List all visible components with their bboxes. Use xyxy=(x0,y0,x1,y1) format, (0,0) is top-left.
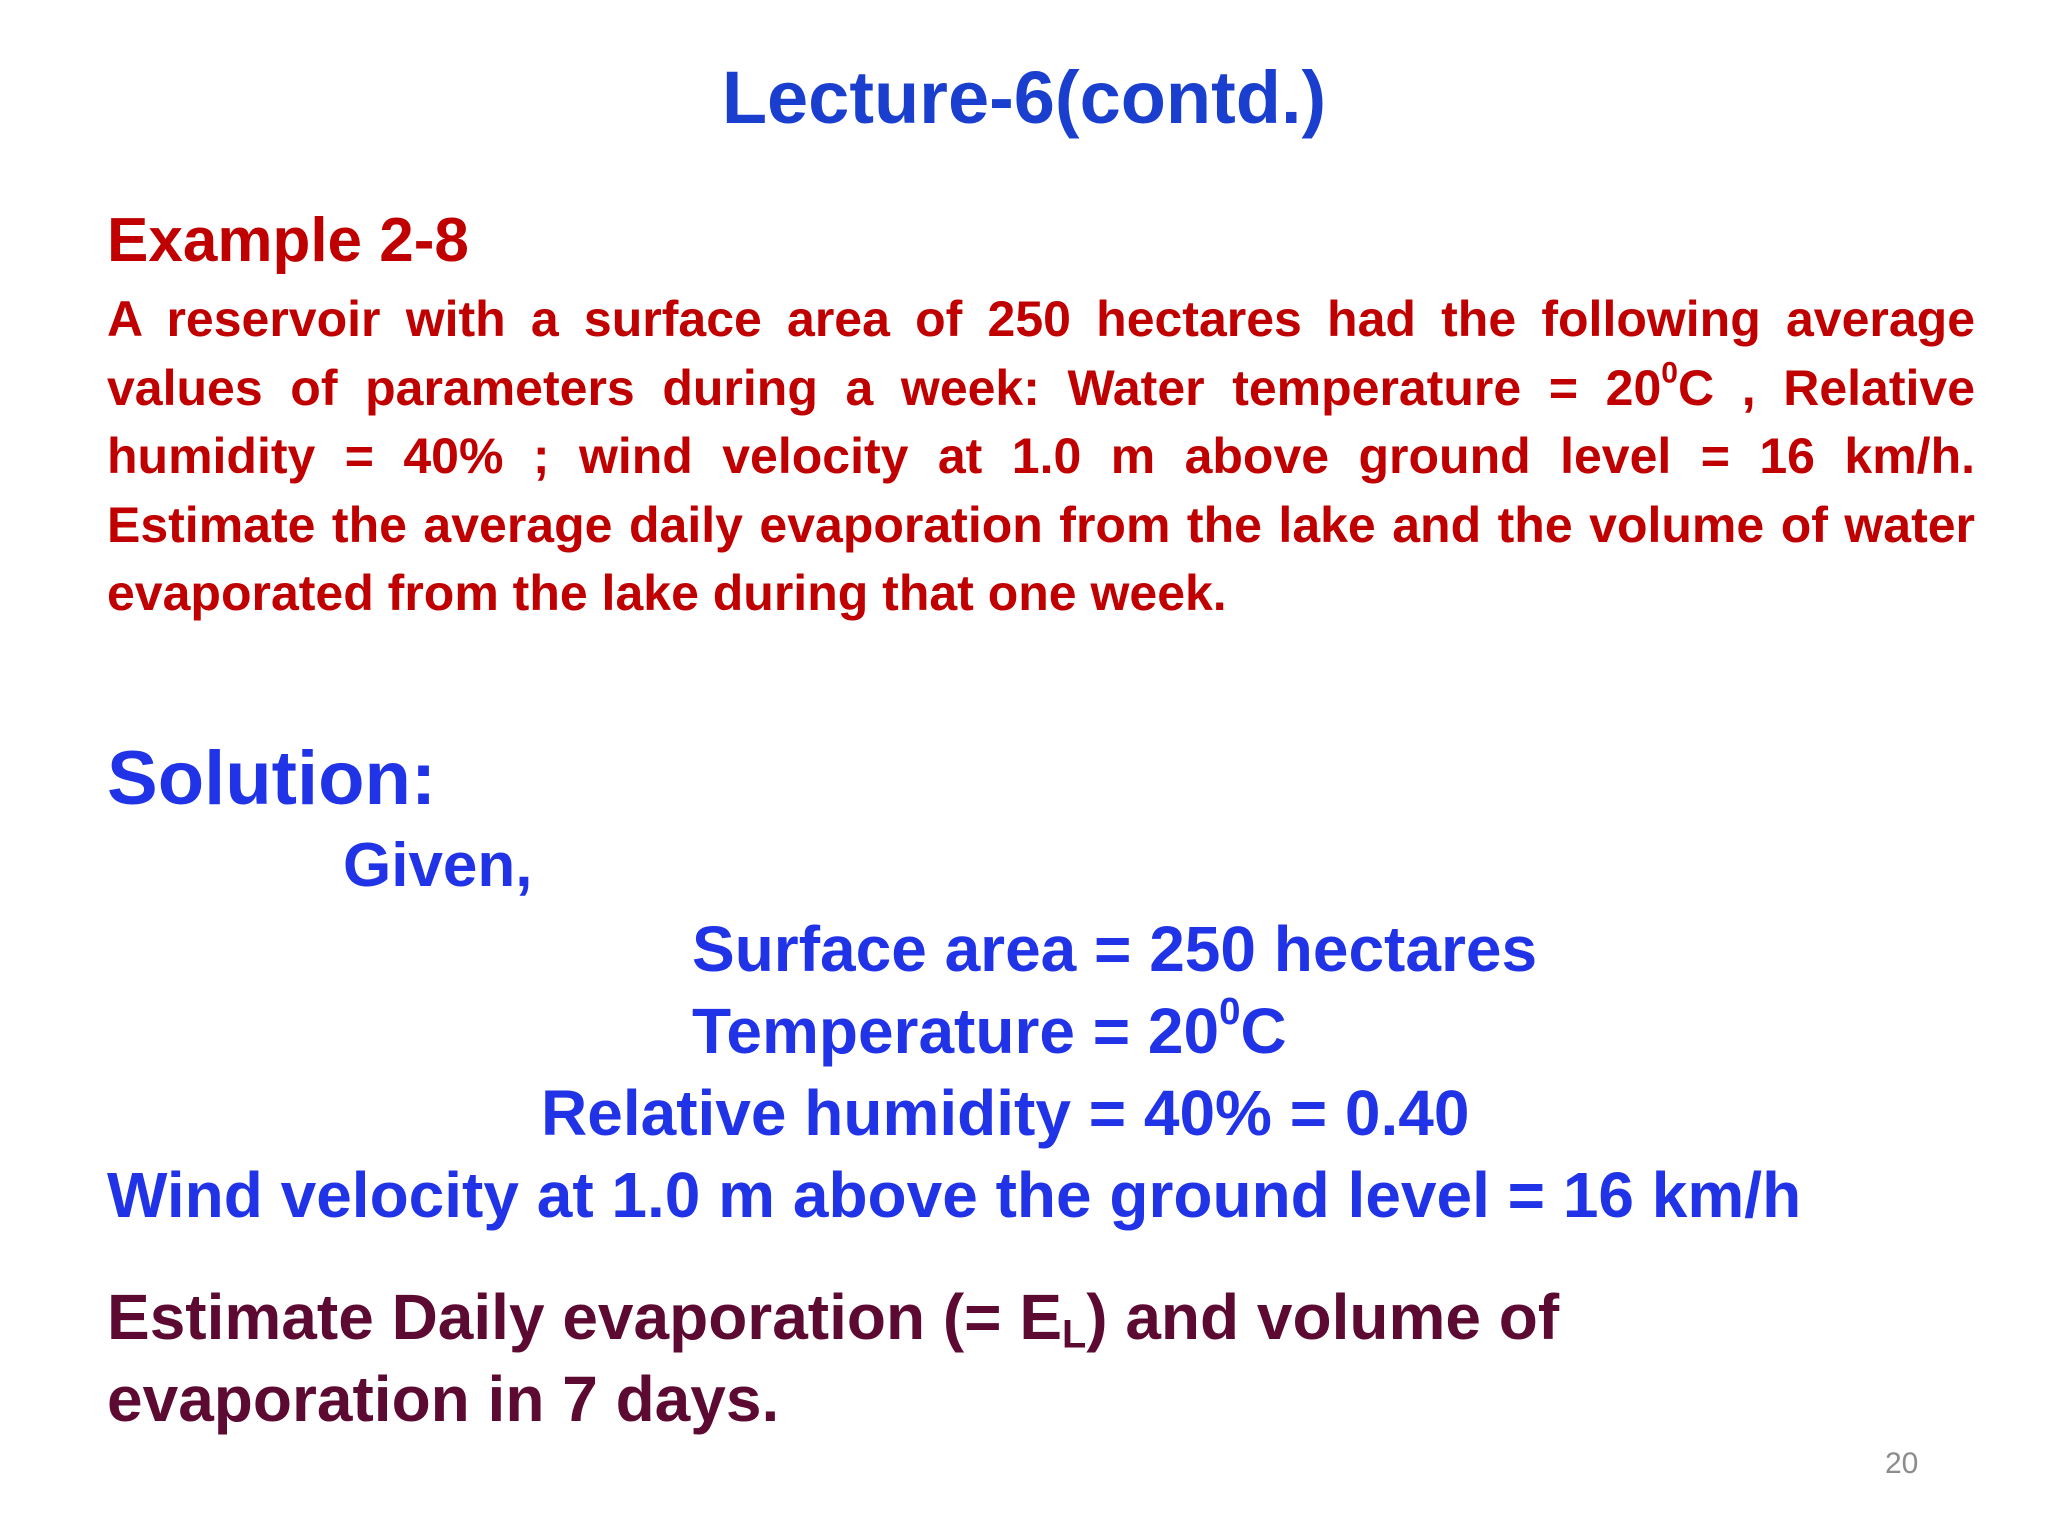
given-temperature xyxy=(692,990,1287,1068)
example-problem-text xyxy=(107,285,1975,628)
estimate-line-2: evaporation in 7 days. xyxy=(107,1363,780,1435)
given-wind-velocity: Wind velocity at 1.0 m above the ground level = 16 km/h xyxy=(107,1159,1802,1231)
page-number: 20 xyxy=(1885,1447,1919,1480)
given-relative-humidity: Relative humidity = 40% = 0.40 xyxy=(541,1077,1470,1149)
example-heading: Example 2-8 xyxy=(107,206,469,275)
estimate-subscript: L xyxy=(1062,1312,1087,1357)
given-label: Given, xyxy=(343,831,533,900)
example-text-part2: C , Relative humidity = 40% ; wind velocity at 1.0 m above ground level = 16 km/h. Estimate the average daily evaporation from the lake and the volume of water evaporated from the lake during that one week. xyxy=(107,359,1975,621)
estimate-line-1 xyxy=(107,1276,1559,1358)
estimate-part2: ) and volume of xyxy=(1086,1281,1560,1353)
solution-heading: Solution: xyxy=(107,736,437,821)
example-degree-superscript: 0 xyxy=(1661,356,1678,389)
temperature-superscript: 0 xyxy=(1219,990,1241,1034)
temperature-prefix: Temperature = 20 xyxy=(692,995,1220,1067)
slide-title: Lecture-6(contd.) xyxy=(721,56,1327,139)
estimate-statement xyxy=(107,1276,1559,1440)
given-surface-area: Surface area = 250 hectares xyxy=(692,913,1538,985)
example-text-part1: A reservoir with a surface area of 250 hectares had the following average values of parameters during a week: Water temperature = 20 xyxy=(107,291,1975,416)
estimate-part1: Estimate Daily evaporation (= E xyxy=(107,1281,1062,1353)
temperature-suffix: C xyxy=(1240,995,1287,1067)
